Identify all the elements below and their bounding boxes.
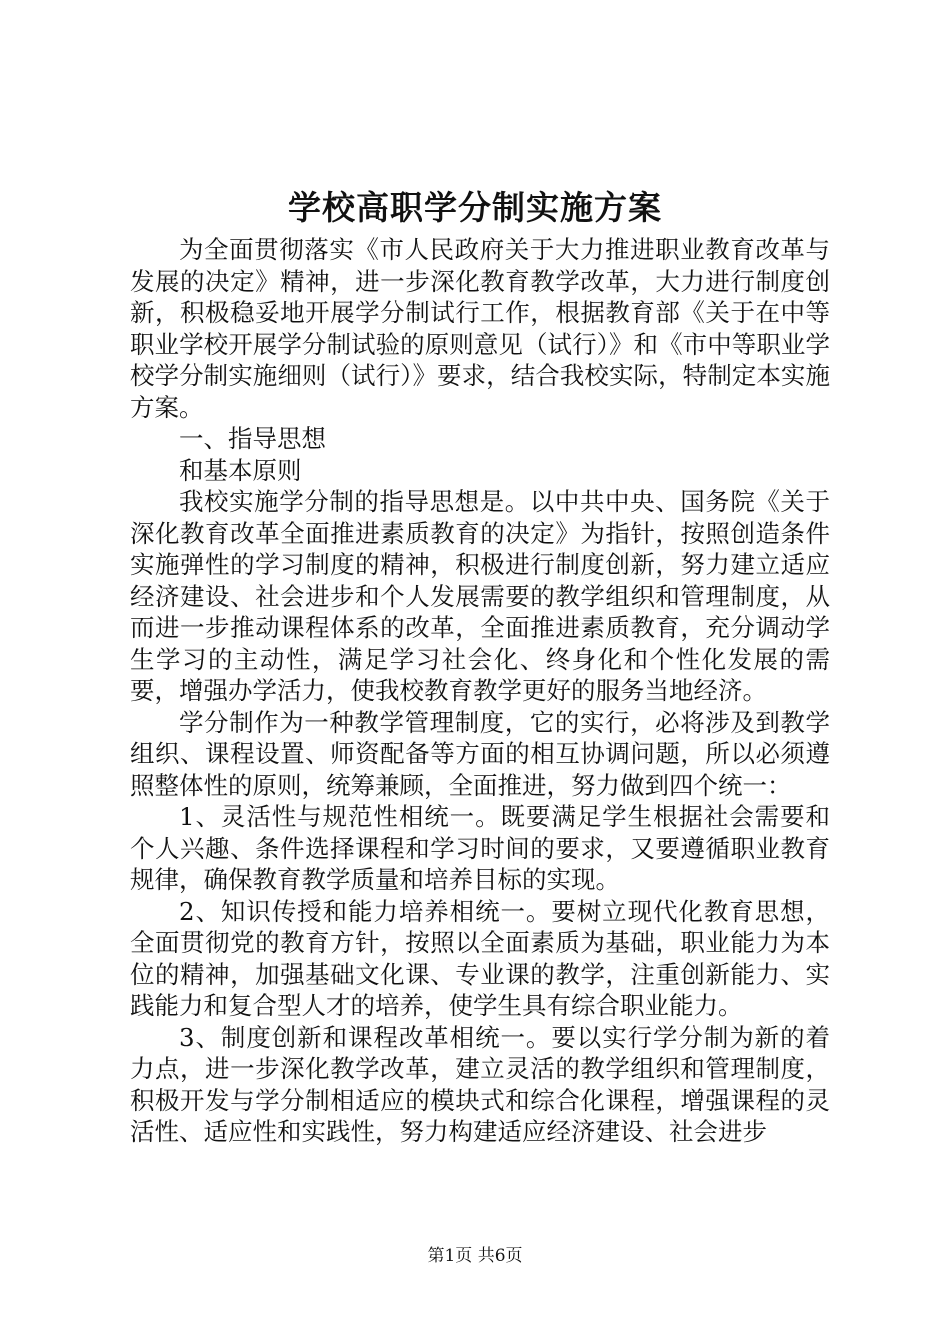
paragraph-principle-3: 3、制度创新和课程改革相统一。要以实行学分制为新的着力点，进一步深化教学改革，建立灵活的教学组织和管理制度，积极开发与学分制相适应的模块式和综合化课程，增强课程的灵活性、适应性和实践性，努力构建适应经济建设、社会进步 (130, 1022, 830, 1146)
paragraph-intro: 为全面贯彻落实《市人民政府关于大力推进职业教育改革与发展的决定》精神，进一步深化教育教学改革，大力进行制度创新，积极稳妥地开展学分制试行工作，根据教育部《关于在中等职业学校开展学分制试验的原则意见（试行）》和《市中等职业学校学分制实施细则（试行）》要求，结合我校实际，特制定本实施方案。 (130, 235, 830, 422)
paragraph-principle-2: 2、知识传授和能力培养相统一。要树立现代化教育思想，全面贯彻党的教育方针，按照以全面素质为基础，职业能力为本位的精神，加强基础文化课、专业课的教学，注重创新能力、实践能力和复合型人才的培养，使学生具有综合职业能力。 (130, 896, 830, 1020)
paragraph-principle-1: 1、灵活性与规范性相统一。既要满足学生根据社会需要和个人兴趣、条件选择课程和学习时间的要求，又要遵循职业教育规律，确保教育教学质量和培养目标的实现。 (130, 802, 830, 894)
section-heading-basic-principles: 和基本原则 (179, 455, 302, 485)
document-body (130, 234, 830, 1148)
paragraph-credit-system: 学分制作为一种教学管理制度，它的实行，必将涉及到教学组织、课程设置、师资配备等方面的相互协调问题，所以必须遵照整体性的原则，统筹兼顾，全面推进，努力做到四个统一： (130, 707, 830, 800)
document-title: 学校高职学分制实施方案 (288, 188, 662, 227)
page-number-footer: 第1页 共6页 (427, 1246, 523, 1266)
section-heading-guiding-thought: 一、指导思想 (179, 424, 326, 453)
paragraph-guiding-thought: 我校实施学分制的指导思想是。以中共中央、国务院《关于深化教育改革全面推进素质教育的决定》为指针，按照创造条件实施弹性的学习制度的精神，积极进行制度创新，努力建立适应经济建设、社会进步和个人发展需要的教学组织和管理制度，从而进一步推动课程体系的改革，全面推进素质教育，充分调动学生学习的主动性，满足学习社会化、终身化和个性化发展的需要，增强办学活力，使我校教育教学更好的服务当地经济。 (130, 487, 830, 705)
